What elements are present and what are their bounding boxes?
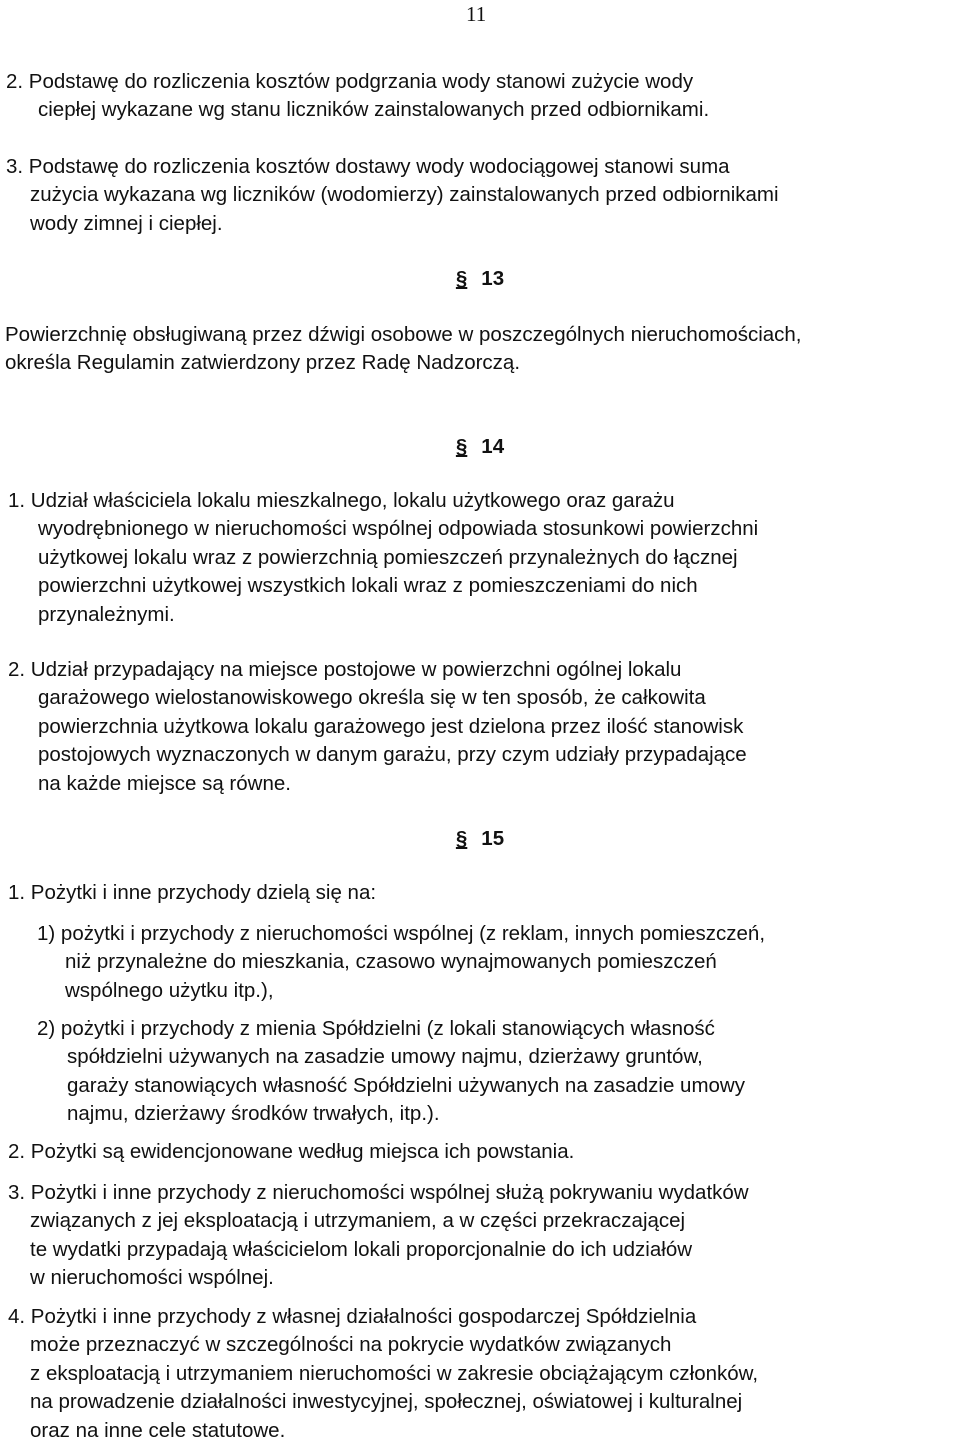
text-line: 3. Podstawę do rozliczenia kosztów dostawy wody wodociągowej stanowi suma	[6, 155, 730, 178]
text-line: garażowego wielostanowiskowego określa się w ten sposób, że całkowita	[38, 686, 706, 710]
text-line: 3. Pożytki i inne przychody z nieruchomości wspólnej służą pokrywaniu wydatków	[8, 1181, 749, 1204]
text-line: 1. Udział właściciela lokalu mieszkalnego, lokalu użytkowego oraz garażu	[8, 489, 675, 512]
text-line: związanych z jej eksploatacją i utrzymaniem, a w części przekraczającej	[30, 1209, 686, 1233]
section-15-item-2	[0, 1138, 960, 1166]
text-line: może przeznaczyć w szczególności na pokrycie wydatków związanych	[30, 1333, 672, 1357]
section-14-item-2	[0, 656, 960, 798]
text-line: niż przynależne do mieszkania, czasowo wynajmowanych pomieszczeń	[65, 950, 717, 974]
section-15-intro	[0, 879, 960, 907]
text-line: najmu, dzierżawy środków trwałych, itp.).	[67, 1102, 440, 1126]
text-line: 2) pożytki i przychody z mienia Spółdzielni (z lokali stanowiących własność	[37, 1017, 715, 1040]
text-line: zużycia wykazana wg liczników (wodomierzy) zainstalowanych przed odbiornikami	[30, 183, 779, 207]
section-number: 13	[481, 267, 505, 290]
text-line: garaży stanowiących własność Spółdzielni używanych na zasadzie umowy	[67, 1073, 745, 1097]
section-13-body	[0, 321, 960, 378]
section-number: 15	[481, 827, 505, 850]
text-line: 1. Pożytki i inne przychody dzielą się na:	[8, 881, 377, 904]
section-heading-13	[0, 265, 960, 293]
section-heading-15	[0, 825, 960, 853]
section-15-item-3	[0, 1179, 960, 1293]
text-line: te wydatki przypadają właścicielom lokali proporcjonalnie do ich udziałów	[30, 1237, 693, 1261]
text-line: wody zimnej i ciepłej.	[30, 211, 223, 235]
text-line: powierzchnia użytkowa lokalu garażowego jest dzielona przez ilość stanowisk	[38, 714, 744, 738]
section-heading-14	[0, 433, 960, 461]
section-number: 14	[481, 435, 505, 458]
text-line: w nieruchomości wspólnej.	[30, 1266, 274, 1290]
text-line: postojowych wyznaczonych w danym garażu, przy czym udziały przypadające	[38, 743, 747, 767]
section-14-item-1	[0, 487, 960, 629]
section-symbol: §	[455, 827, 468, 850]
text-line: oraz na inne cele statutowe.	[30, 1418, 286, 1442]
text-line: ciepłej wykazane wg stanu liczników zainstalowanych przed odbiornikami.	[38, 98, 710, 122]
text-line: wyodrębnionego w nieruchomości wspólnej odpowiada stosunkowi powierzchni	[38, 517, 759, 541]
text-line: 2. Pożytki są ewidencjonowane według miejsca ich powstania.	[8, 1140, 575, 1163]
text-line: powierzchni użytkowej wszystkich lokali wraz z pomieszczeniami do nich	[38, 574, 698, 598]
text-line: 4. Pożytki i inne przychody z własnej działalności gospodarczej Spółdzielnia	[8, 1305, 697, 1328]
text-line: 1) pożytki i przychody z nieruchomości wspólnej (z reklam, innych pomieszczeń,	[37, 922, 766, 945]
paragraph-item-2	[0, 68, 960, 125]
section-15-sub-2	[0, 1015, 960, 1129]
section-symbol: §	[455, 435, 468, 458]
paragraph-item-3	[0, 153, 960, 238]
text-line: przynależnymi.	[38, 602, 175, 626]
section-symbol: §	[455, 267, 468, 290]
text-line: 2. Udział przypadający na miejsce postojowe w powierzchni ogólnej lokalu	[8, 658, 682, 681]
page-number: 11	[466, 2, 487, 26]
text-line: na każde miejsce są równe.	[38, 771, 291, 795]
text-line: użytkowej lokalu wraz z powierzchnią pomieszczeń przynależnych do łącznej	[38, 545, 738, 569]
text-line: określa Regulamin zatwierdzony przez Radę Nadzorczą.	[5, 351, 521, 375]
section-15-sub-1	[0, 920, 960, 1005]
text-line: spółdzielni używanych na zasadzie umowy najmu, dzierżawy gruntów,	[67, 1045, 703, 1069]
text-line: z eksploatacją i utrzymaniem nieruchomości w zakresie obciążającym członków,	[30, 1361, 759, 1385]
text-line: Powierzchnię obsługiwaną przez dźwigi osobowe w poszczególnych nieruchomościach,	[5, 323, 802, 346]
text-line: 2. Podstawę do rozliczenia kosztów podgrzania wody stanowi zużycie wody	[6, 70, 694, 93]
text-line: wspólnego użytku itp.),	[65, 978, 274, 1002]
text-line: na prowadzenie działalności inwestycyjnej, społecznej, oświatowej i kulturalnej	[30, 1390, 743, 1414]
section-15-item-4	[0, 1303, 960, 1445]
